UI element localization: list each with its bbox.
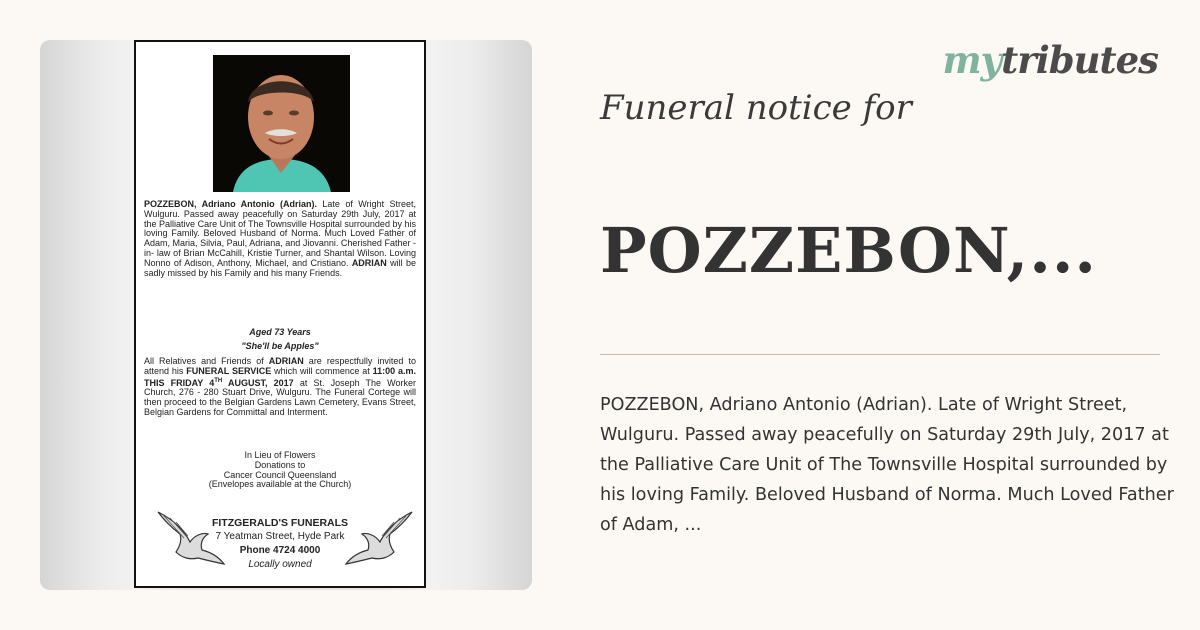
notice-adrian-2: ADRIAN: [268, 356, 304, 366]
notice-paragraph-1: [144, 200, 416, 278]
notice-funeral-service: FUNERAL SERVICE: [186, 365, 272, 376]
page-subtitle: Funeral notice for: [600, 88, 912, 128]
deceased-name: POZZEBON,...: [600, 214, 1098, 287]
flowers-line-2: Donations to: [254, 459, 306, 470]
notice-th: TH: [214, 377, 223, 384]
fd-address: 7 Yeatman Street, Hyde Park: [215, 531, 345, 542]
notice-aged: Aged 73 Years: [249, 327, 311, 337]
portrait-photo: [213, 55, 350, 192]
notice-body-1: Late of Wright Street, Wulguru. Passed away peacefully on Saturday 29th July, 2017 at the Palliative Care Unit of The Townsville Hospital surrounded by his loving Family. Beloved Husband of Norma. Much Loved Father of Adam, Maria, Silvia, Paul, Adriana, and Jiovanni. Cherished Father -in- law of Brian McCahill, Kristie Turner, and Shantal Wilson. Loving Nonno of Adison, Anthony, Michael, and Cristiano.: [144, 199, 416, 268]
newspaper-clipping: [134, 40, 426, 588]
notice-image-panel: [40, 40, 532, 590]
notice-paragraph-2: [144, 357, 416, 418]
notice-adrian-1: ADRIAN: [351, 257, 387, 268]
notice-body-2b: are respectfully invited to attend his: [144, 356, 416, 376]
notice-summary: POZZEBON, Adriano Antonio (Adrian). Late of Wright Street, Wulguru. Passed away peacefully on Saturday 29th July, 2017 at the Palliative Care Unit of The Townsville Hospital surrounded by his loving Family. Beloved Husband of Norma. Much Loved Father of Adam, ...: [600, 395, 1174, 535]
fd-phone: Phone 4724 4000: [239, 545, 321, 556]
notice-time-text: 11:00 a.m. THIS FRIDAY 4: [144, 365, 416, 388]
logo-my: my: [942, 38, 1002, 82]
fd-local: Locally owned: [248, 559, 312, 570]
notice-quote: "She'll be Apples": [241, 341, 319, 351]
notice-body-2d: at St. Joseph The Worker Church, 276 - 280 Stuart Drive, Wulguru. The Funeral Cortege will then proceed to the Belgian Gardens Lawn Cemetery, Evans Street, Belgian Gardens for Committal and Interment.: [144, 377, 417, 417]
notice-flowers: [144, 451, 416, 490]
notice-heading: POZZEBON, Adriano Antonio (Adrian).: [144, 199, 318, 209]
notice-body-2c: which will commence at: [271, 365, 373, 376]
fd-name: FITZGERALD'S FUNERALS: [211, 517, 349, 529]
funeral-director: [144, 516, 416, 572]
flowers-line-4: (Envelopes available at the Church): [208, 479, 352, 490]
notice-body-2a: All Relatives and Friends of: [144, 356, 269, 366]
notice-body-1-end: will be sadly missed by his Family and his many Friends.: [144, 257, 416, 278]
logo-tributes: tributes: [1001, 38, 1158, 82]
divider: [600, 354, 1160, 355]
mytributes-logo[interactable]: [942, 38, 1158, 82]
flowers-line-1: In Lieu of Flowers: [244, 450, 316, 460]
flowers-line-3: Cancer Council Queensland: [223, 469, 337, 480]
notice-month: AUGUST, 2017: [222, 377, 294, 388]
